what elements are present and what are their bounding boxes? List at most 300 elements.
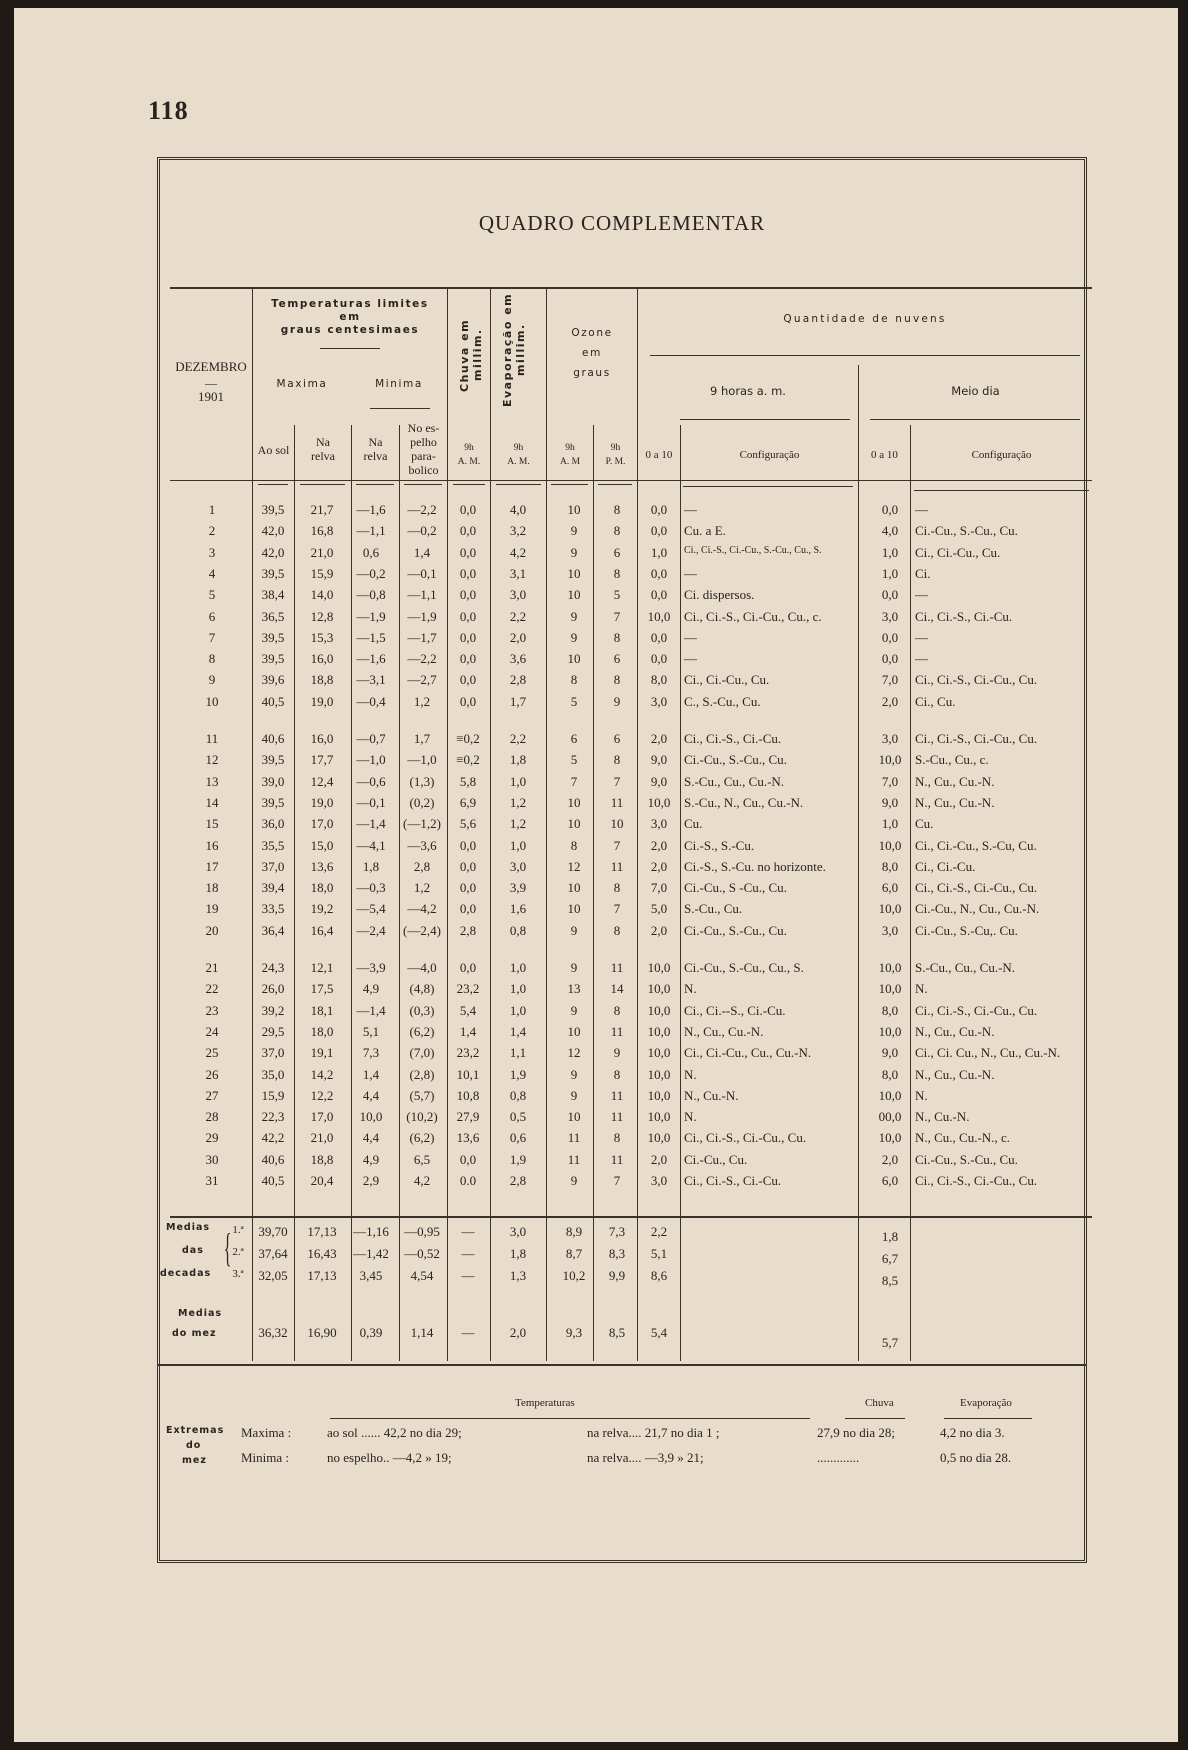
cell-chuva: 23,2: [456, 1045, 480, 1061]
cell-relva: 18,1: [310, 1002, 334, 1018]
table-row: [0, 694, 1188, 714]
cell-oz-am: 9: [570, 1173, 578, 1188]
cell-evap: 2,0: [509, 629, 527, 645]
cell-chuva: 0,0: [459, 587, 477, 603]
table-row: [0, 587, 1188, 607]
avg-chuva: —: [461, 1224, 475, 1239]
cell-nm: 6,0: [881, 1173, 899, 1188]
cell-evap: 1,0: [509, 837, 527, 853]
cell-chuva: ≡0,2: [456, 731, 480, 746]
cell-evap: 3,1: [509, 565, 527, 581]
avg-chuva: —: [461, 1246, 475, 1261]
cell-min-relva: 0,6: [362, 544, 380, 560]
cell-evap: 1,2: [509, 794, 527, 810]
rule: [870, 419, 1080, 420]
cell-sol: 22,3: [261, 1109, 285, 1125]
cell-sol: 40,5: [261, 693, 285, 709]
cell-esp: (5,7): [409, 1087, 435, 1103]
cell-cm: Ci., Ci.-S., Ci.-Cu., Cu.: [915, 880, 1038, 896]
cell-oz-am: 11: [567, 1130, 581, 1146]
cell-c9: Ci., Ci.-S., Ci.-Cu., Cu.: [684, 1130, 807, 1146]
header-config-a: Configuração: [739, 449, 800, 461]
cell-d: 3: [208, 544, 216, 560]
footer-max-relva: na relva.... 21,7 no dia 1 ;: [587, 1425, 720, 1440]
cell-oz-am: 6: [570, 731, 578, 746]
cell-d: 31: [205, 1173, 219, 1188]
header-espelho-c: para-: [411, 449, 436, 463]
avg-chuva: —: [461, 1268, 475, 1283]
cell-chuva: 0,0: [459, 672, 477, 688]
footer-temperaturas: Temperaturas: [515, 1397, 575, 1409]
table-row: [0, 1003, 1188, 1023]
cell-evap: 3,0: [509, 587, 527, 603]
header-evaporacao: Evaporação em millim.: [501, 292, 527, 408]
cell-relva: 18,0: [310, 1023, 334, 1039]
rule: [330, 1418, 810, 1419]
cell-c9: C., S.-Cu., Cu.: [684, 693, 761, 709]
month-relva: 16,90: [307, 1325, 337, 1340]
cell-oz-pm: 8: [613, 1002, 621, 1018]
cell-c9: N.: [684, 1109, 697, 1125]
cell-esp: (0,3): [409, 1002, 435, 1018]
cell-nm: 0,0: [881, 629, 899, 645]
cell-cm: Ci., Cu.: [915, 693, 956, 709]
rule: [845, 1418, 905, 1419]
cell-c9: —: [684, 629, 697, 645]
cell-n9: 10,0: [647, 1023, 671, 1039]
cell-oz-am: 10: [567, 565, 581, 581]
cell-oz-pm: 6: [613, 544, 621, 560]
cell-c9: Ci., Ci.-S., Ci.-Cu., S.-Cu., Cu., S.: [684, 544, 822, 556]
cell-evap: 0,5: [509, 1109, 527, 1125]
cell-oz-am: 7: [570, 773, 578, 789]
header-9-horas: 9 horas a. m.: [710, 384, 786, 398]
avg-n9: 8,6: [650, 1268, 668, 1283]
cell-oz-pm: 11: [610, 1087, 624, 1103]
cell-nm: 3,0: [881, 922, 899, 938]
table-row: [0, 774, 1188, 794]
month-label-2: do mez: [172, 1328, 217, 1339]
cell-relva: 19,0: [310, 693, 334, 709]
cell-evap: 1,7: [509, 693, 527, 709]
cell-oz-pm: 8: [613, 1130, 621, 1146]
table-row: [0, 1045, 1188, 1065]
rule: [370, 408, 430, 409]
cell-min-relva: 4,4: [362, 1087, 380, 1103]
cell-min-relva: —0,2: [356, 565, 386, 581]
cell-relva: 21,7: [310, 502, 334, 517]
cell-sol: 39,5: [261, 502, 285, 517]
cell-evap: 0,8: [509, 922, 527, 938]
rule: [598, 484, 632, 485]
cell-min-relva: —1,0: [356, 752, 386, 768]
rule-above-footer: [157, 1364, 1087, 1366]
cell-relva: 21,0: [310, 1130, 334, 1146]
cell-oz-am: 9: [570, 1002, 578, 1018]
cell-c9: Ci.-S., S.-Cu. no horizonte.: [684, 858, 826, 874]
cell-nm: 10,0: [878, 1130, 902, 1146]
cell-min-relva: —1,4: [356, 1002, 386, 1018]
cell-oz-pm: 9: [613, 1045, 621, 1061]
cell-oz-pm: 8: [613, 502, 621, 517]
table-row: [0, 981, 1188, 1001]
title-box: [170, 165, 1094, 285]
cell-nm: 10,0: [878, 960, 902, 975]
header-chuva-time: [448, 441, 490, 469]
cell-oz-pm: 7: [613, 608, 621, 624]
h9: 9h: [610, 443, 621, 453]
cell-min-relva: 1,8: [362, 858, 380, 874]
cell-oz-am: 10: [567, 587, 581, 603]
cell-oz-pm: 8: [613, 565, 621, 581]
cell-min-relva: 10,0: [359, 1109, 383, 1125]
cell-n9: 2,0: [650, 837, 668, 853]
cell-esp: —4,2: [407, 901, 437, 917]
cell-esp: (7,0): [409, 1045, 435, 1061]
cell-cm: Ci., Ci.-S., Ci.-Cu., Cu.: [915, 1173, 1038, 1188]
cell-sol: 40,5: [261, 1173, 285, 1188]
cell-n9: 10,0: [647, 608, 671, 624]
cell-sol: 39,5: [261, 565, 285, 581]
cell-relva: 13,6: [310, 858, 334, 874]
table-row: [0, 1067, 1188, 1087]
table-row: [0, 880, 1188, 900]
cell-min-relva: 4,9: [362, 981, 380, 997]
cell-oz-pm: 9: [613, 693, 621, 709]
month-chuva: —: [461, 1325, 475, 1340]
decade-label-3: decadas: [160, 1268, 212, 1279]
table-row: [0, 960, 1188, 980]
footer-max-sol: ao sol ...... 42,2 no dia 29;: [327, 1425, 462, 1440]
cell-nm: 1,0: [881, 816, 899, 832]
cell-chuva: 0,0: [459, 523, 477, 539]
cell-n9: 0,0: [650, 523, 668, 539]
rule: [496, 484, 541, 485]
cell-esp: 6,5: [413, 1151, 431, 1167]
cell-min-relva: 7,3: [362, 1045, 380, 1061]
header-dash: —: [205, 376, 217, 390]
rule: [683, 486, 853, 487]
cell-sol: 37,0: [261, 1045, 285, 1061]
avg-min-relva: 3,45: [359, 1268, 383, 1283]
month-label-1: Medias: [178, 1308, 223, 1319]
cell-oz-am: 8: [570, 672, 578, 688]
cell-d: 8: [208, 651, 216, 667]
header-na-relva-min: [352, 435, 399, 463]
decade-label-1: Medias: [166, 1222, 211, 1233]
cell-chuva: 23,2: [456, 981, 480, 997]
cell-nm: 8,0: [881, 1002, 899, 1018]
cell-sol: 42,2: [261, 1130, 285, 1146]
cell-nm: 10,0: [878, 901, 902, 917]
cell-n9: 3,0: [650, 816, 668, 832]
cell-esp: —1,9: [407, 608, 437, 624]
cell-nm: 10,0: [878, 752, 902, 768]
cell-n9: 9,0: [650, 752, 668, 768]
cell-cm: Ci.-Cu., S.-Cu., Cu.: [915, 1151, 1018, 1167]
cell-sol: 35,0: [261, 1066, 285, 1082]
month-n9: 5,4: [650, 1325, 668, 1340]
cell-relva: 17,7: [310, 752, 334, 768]
cell-nm: 9,0: [881, 1045, 899, 1061]
cell-sol: 39,4: [261, 880, 285, 896]
rule-above-averages: [170, 1216, 1092, 1218]
cell-sol: 24,3: [261, 960, 285, 975]
cell-oz-pm: 7: [613, 837, 621, 853]
cell-n9: 2,0: [650, 858, 668, 874]
cell-esp: —1,7: [407, 629, 437, 645]
cell-min-relva: —0,3: [356, 880, 386, 896]
cell-cm: S.-Cu., Cu., Cu.-N.: [915, 960, 1016, 975]
cell-relva: 14,0: [310, 587, 334, 603]
cell-esp: 1,2: [413, 693, 431, 709]
cell-oz-am: 10: [567, 651, 581, 667]
cell-evap: 1,9: [509, 1151, 527, 1167]
rule: [320, 348, 380, 349]
cell-d: 10: [205, 693, 219, 709]
table-row: [0, 1088, 1188, 1108]
header-no-espelho: [400, 421, 447, 477]
cell-relva: 14,2: [310, 1066, 334, 1082]
cell-c9: Ci., Ci.-Cu., Cu., Cu.-N.: [684, 1045, 812, 1061]
cell-sol: 39,5: [261, 651, 285, 667]
cell-nm: 7,0: [881, 773, 899, 789]
cell-evap: 2,8: [509, 1173, 527, 1188]
cell-c9: Ci., Ci.-S., Ci.-Cu., Cu., c.: [684, 608, 822, 624]
header-espelho-a: No es-: [407, 421, 440, 435]
decade-label-2: das: [182, 1245, 204, 1256]
cell-esp: 4,2: [413, 1173, 431, 1188]
month-oz-am: 9,3: [565, 1325, 583, 1340]
month-esp: 1,14: [410, 1325, 434, 1340]
cell-oz-pm: 11: [610, 1023, 624, 1039]
cell-sol: 42,0: [261, 544, 285, 560]
cell-relva: 16,8: [310, 523, 334, 539]
cell-relva: 21,0: [310, 544, 334, 560]
cell-min-relva: —1,1: [356, 523, 386, 539]
avg-relva: 17,13: [307, 1224, 337, 1239]
cell-d: 29: [205, 1130, 219, 1146]
cell-oz-am: 10: [567, 1109, 581, 1125]
cell-c9: S.-Cu., N., Cu., Cu.-N.: [684, 794, 804, 810]
avg-min-relva: —1,42: [353, 1246, 389, 1261]
cell-chuva: 0,0: [459, 1151, 477, 1167]
footer-chuva: Chuva: [865, 1397, 894, 1409]
decade-row: [0, 1224, 1188, 1244]
cell-cm: —: [915, 587, 928, 603]
footer-min-evap: 0,5 no dia 28.: [940, 1450, 1012, 1465]
header-espelho-b: pelho: [410, 435, 437, 449]
header-ozone-3: graus: [573, 367, 611, 379]
cell-relva: 19,1: [310, 1045, 334, 1061]
cell-chuva: 0,0: [459, 960, 477, 975]
cell-cm: N., Cu., Cu.-N.: [915, 773, 995, 789]
cell-chuva: 2,8: [459, 922, 477, 938]
cell-nm: 10,0: [878, 1087, 902, 1103]
cell-nm: 2,0: [881, 693, 899, 709]
cell-c9: Ci., Ci.-S., Ci.-Cu.: [684, 731, 782, 746]
cell-oz-am: 10: [567, 880, 581, 896]
cell-esp: —2,2: [407, 651, 437, 667]
cell-nm: 10,0: [878, 981, 902, 997]
cell-oz-am: 13: [567, 981, 581, 997]
table-row: [0, 923, 1188, 943]
cell-min-relva: —1,6: [356, 502, 386, 517]
month-sol: 36,32: [258, 1325, 288, 1340]
cell-c9: Ci., Ci.-S., Ci.-Cu.: [684, 1173, 782, 1188]
cell-cm: N., Cu., Cu.-N., c.: [915, 1130, 1010, 1146]
cell-sol: 39,5: [261, 794, 285, 810]
month-evap: 2,0: [509, 1325, 527, 1340]
cell-evap: 1,6: [509, 901, 527, 917]
footer-max-chuva: 27,9 no dia 28;: [817, 1425, 895, 1440]
cell-nm: 10,0: [878, 837, 902, 853]
table-row: [0, 1173, 1188, 1193]
cell-esp: —0,2: [407, 523, 437, 539]
cell-n9: 0,0: [650, 565, 668, 581]
cell-min-relva: —0,6: [356, 773, 386, 789]
header-maxima: Maxima: [276, 378, 328, 390]
header-na-relva-1b: relva: [311, 449, 335, 463]
cell-chuva: 1,4: [459, 1023, 477, 1039]
footer-label-1: Extremas: [166, 1425, 225, 1436]
table-row: [0, 901, 1188, 921]
cell-sol: 36,4: [261, 922, 285, 938]
table-row: [0, 545, 1188, 565]
avg-oz-pm: 9,9: [608, 1268, 626, 1283]
h9: 9h: [565, 443, 575, 453]
cell-evap: 1,8: [509, 752, 527, 768]
cell-min-relva: —0,1: [356, 794, 386, 810]
cell-relva: 15,3: [310, 629, 334, 645]
rule: [650, 355, 1080, 356]
cell-chuva: 0,0: [459, 565, 477, 581]
table-row: [0, 523, 1188, 543]
cell-esp: (1,3): [409, 773, 435, 789]
cell-esp: —2,2: [407, 502, 437, 517]
cell-nm: 7,0: [881, 672, 899, 688]
cell-esp: 1,2: [413, 880, 431, 896]
avg-sol: 39,70: [258, 1224, 288, 1239]
header-espelho-d: bolico: [408, 463, 439, 477]
rule: [258, 484, 288, 485]
cell-oz-am: 9: [570, 922, 578, 938]
footer-label-3: mez: [182, 1455, 207, 1466]
header-config-b: Configuração: [971, 449, 1032, 461]
cell-n9: 8,0: [650, 672, 668, 688]
cell-d: 14: [205, 794, 219, 810]
cell-d: 26: [205, 1066, 219, 1082]
cell-sol: 39,2: [261, 1002, 285, 1018]
cell-evap: 3,0: [509, 858, 527, 874]
cell-sol: 29,5: [261, 1023, 285, 1039]
cell-n9: 10,0: [647, 794, 671, 810]
cell-nm: 4,0: [881, 523, 899, 539]
cell-chuva: 10,1: [456, 1066, 480, 1082]
cell-cm: N.: [915, 1087, 928, 1103]
cell-esp: (0,2): [409, 794, 435, 810]
cell-d: 11: [205, 731, 219, 746]
header-ozone-2: em: [582, 347, 602, 359]
pm: P. M.: [605, 457, 626, 467]
cell-c9: Cu. a E.: [684, 523, 726, 539]
cell-evap: 0,8: [509, 1087, 527, 1103]
cell-d: 17: [205, 858, 219, 874]
cell-n9: 10,0: [647, 1130, 671, 1146]
table-row: [0, 630, 1188, 650]
rule-under-title: [170, 287, 1092, 289]
cell-oz-am: 10: [567, 816, 581, 832]
cell-esp: (6,2): [409, 1130, 435, 1146]
cell-min-relva: 4,9: [362, 1151, 380, 1167]
cell-sol: 38,4: [261, 587, 285, 603]
cell-c9: Ci. dispersos.: [684, 587, 755, 603]
cell-cm: Ci., Ci. Cu., N., Cu., Cu.-N.: [915, 1045, 1061, 1061]
rule: [914, 490, 1089, 491]
table-row: [0, 859, 1188, 879]
cell-cm: Ci., Ci.-S., Ci.-Cu.: [915, 608, 1013, 624]
avg-nm: 1,8: [881, 1229, 899, 1244]
footer-maxima: Maxima :: [241, 1425, 292, 1440]
cell-d: 28: [205, 1109, 219, 1125]
avg-relva: 17,13: [307, 1268, 337, 1283]
cell-n9: 10,0: [647, 1002, 671, 1018]
cell-oz-pm: 11: [610, 1109, 624, 1125]
avg-oz-pm: 8,3: [608, 1246, 626, 1261]
cell-evap: 2,2: [509, 731, 527, 746]
cell-evap: 1,2: [509, 816, 527, 832]
cell-cm: Ci.-Cu., S.-Cu,. Cu.: [915, 922, 1018, 938]
cell-relva: 12,1: [310, 960, 334, 975]
cell-cm: N., Cu., Cu.-N.: [915, 1023, 995, 1039]
cell-oz-pm: 10: [610, 816, 624, 832]
avg-oz-am: 8,9: [565, 1224, 583, 1239]
cell-nm: 9,0: [881, 794, 899, 810]
cell-cm: Ci., Ci.-Cu., Cu.: [915, 544, 1001, 560]
cell-cm: N., Cu.-N.: [915, 1109, 970, 1125]
cell-n9: 1,0: [650, 544, 668, 560]
cell-cm: Ci., Ci.-S., Ci.-Cu., Cu.: [915, 731, 1038, 746]
cell-esp: (2,8): [409, 1066, 435, 1082]
cell-oz-am: 5: [570, 752, 578, 768]
cell-relva: 17,0: [310, 1109, 334, 1125]
cell-cm: N., Cu., Cu.-N.: [915, 794, 995, 810]
header-ozone-pm: [594, 441, 637, 469]
cell-d: 9: [208, 672, 216, 688]
page-title: QUADRO COMPLEMENTAR: [478, 211, 766, 235]
cell-c9: N., Cu., Cu.-N.: [684, 1023, 764, 1039]
table-row: [0, 1130, 1188, 1150]
cell-d: 4: [208, 565, 216, 581]
header-ozone-1: Ozone: [571, 327, 613, 339]
cell-n9: 3,0: [650, 1173, 668, 1188]
cell-cm: Ci.-Cu., S.-Cu., Cu.: [915, 523, 1018, 539]
brace: {: [223, 1225, 232, 1270]
cell-min-relva: —1,4: [356, 816, 386, 832]
cell-oz-pm: 5: [613, 587, 621, 603]
cell-c9: N.: [684, 981, 697, 997]
cell-d: 5: [208, 587, 216, 603]
cell-esp: —0,1: [407, 565, 437, 581]
cell-n9: 10,0: [647, 1045, 671, 1061]
cell-cm: —: [915, 629, 928, 645]
cell-relva: 17,0: [310, 816, 334, 832]
rule: [551, 484, 588, 485]
cell-nm: 0,0: [881, 651, 899, 667]
header-0a10-b: 0 a 10: [871, 449, 898, 461]
cell-sol: 40,6: [261, 1151, 285, 1167]
cell-c9: Ci., Ci.--S., Ci.-Cu.: [684, 1002, 786, 1018]
